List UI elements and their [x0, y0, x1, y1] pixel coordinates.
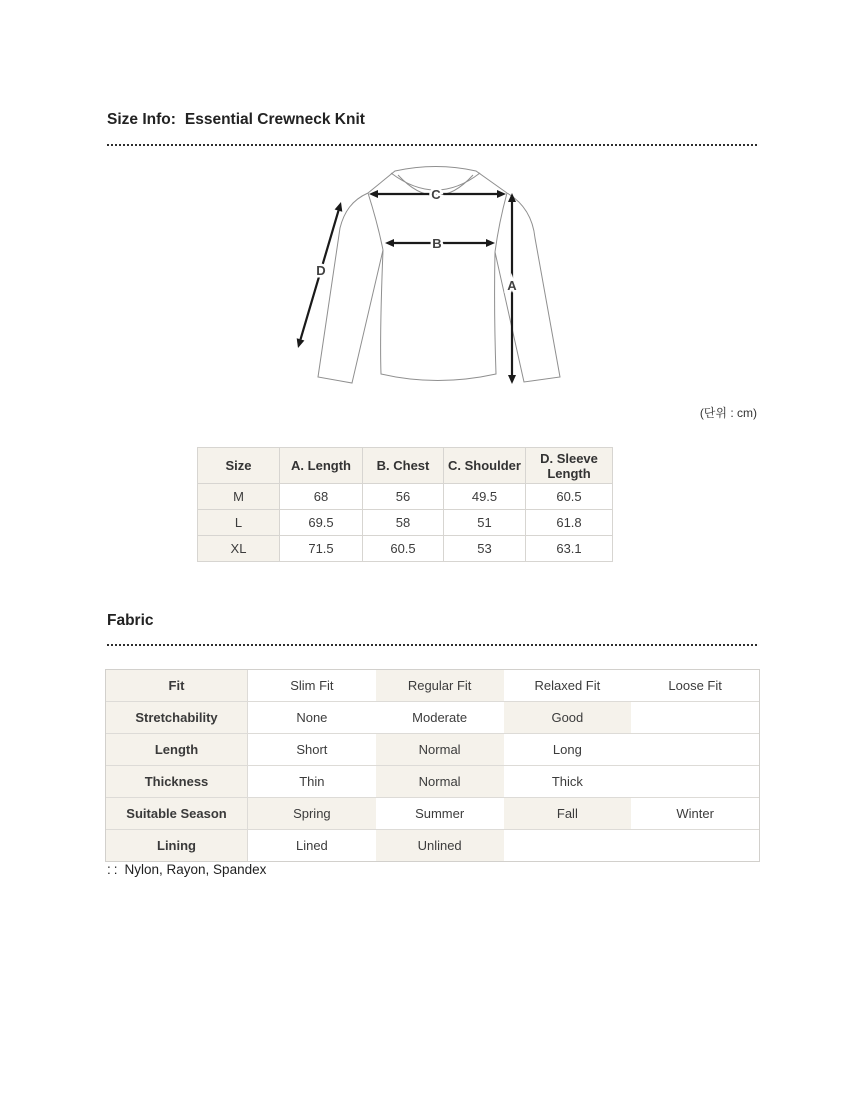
fabric-option: Loose Fit [631, 670, 759, 701]
value-cell: 60.5 [363, 536, 444, 562]
fabric-option: Spring [248, 798, 376, 829]
section-title-size-info [107, 109, 365, 131]
fabric-option [631, 734, 759, 765]
fabric-option: Relaxed Fit [504, 670, 632, 701]
fabric-option [631, 702, 759, 733]
fabric-option: Unlined [376, 830, 504, 861]
size-cell: M [198, 484, 280, 510]
measurement-arrows [297, 190, 516, 384]
garment-measurement-diagram [283, 156, 579, 396]
value-cell: 69.5 [280, 510, 363, 536]
col-header-size: Size [198, 448, 280, 484]
value-cell: 60.5 [526, 484, 613, 510]
fabric-option: Regular Fit [376, 670, 504, 701]
section-title-fabric: Fabric [107, 612, 154, 629]
fabric-option: None [248, 702, 376, 733]
fabric-row-label: Lining [106, 830, 248, 861]
fabric-option: Winter [631, 798, 759, 829]
composition-prefix: :: [107, 862, 121, 877]
fabric-row-fit [106, 670, 759, 702]
fabric-row-label: Thickness [106, 766, 248, 797]
dotted-divider [107, 644, 757, 646]
dotted-divider [107, 144, 757, 146]
size-row-l [198, 510, 613, 536]
col-header-sleeve-length: D. Sleeve Length [526, 448, 613, 484]
unit-note: (단위 : cm) [699, 406, 757, 420]
fabric-row-suitable-season [106, 798, 759, 830]
fabric-row-label: Fit [106, 670, 248, 701]
label-b-chest: B [432, 236, 442, 251]
fabric-option: Slim Fit [248, 670, 376, 701]
composition-text: Nylon, Rayon, Spandex [124, 862, 267, 877]
size-cell: L [198, 510, 280, 536]
fabric-option: Long [504, 734, 632, 765]
fabric-option: Thin [248, 766, 376, 797]
fabric-row-lining [106, 830, 759, 861]
fabric-option: Short [248, 734, 376, 765]
product-name: Essential Crewneck Knit [184, 111, 365, 128]
size-row-xl [198, 536, 613, 562]
fabric-option [631, 830, 759, 861]
value-cell: 53 [444, 536, 526, 562]
fabric-row-label: Stretchability [106, 702, 248, 733]
fabric-option: Moderate [376, 702, 504, 733]
fabric-row-label: Length [106, 734, 248, 765]
fabric-option: Summer [376, 798, 504, 829]
size-info-label: Size Info: [107, 111, 176, 128]
fabric-option [631, 766, 759, 797]
fabric-row-stretchability [106, 702, 759, 734]
label-c-shoulder: C [431, 187, 441, 202]
value-cell: 71.5 [280, 536, 363, 562]
fabric-option [504, 830, 632, 861]
fabric-option: Good [504, 702, 632, 733]
col-header-shoulder: C. Shoulder [444, 448, 526, 484]
value-cell: 58 [363, 510, 444, 536]
value-cell: 61.8 [526, 510, 613, 536]
value-cell: 56 [363, 484, 444, 510]
value-cell: 68 [280, 484, 363, 510]
fabric-composition [107, 860, 266, 879]
fabric-option: Lined [248, 830, 376, 861]
fabric-row-thickness [106, 766, 759, 798]
label-d-sleeve: D [316, 263, 326, 278]
fabric-option: Normal [376, 734, 504, 765]
col-header-length: A. Length [280, 448, 363, 484]
fabric-option: Normal [376, 766, 504, 797]
fabric-table [105, 669, 760, 862]
fabric-option: Thick [504, 766, 632, 797]
col-header-chest: B. Chest [363, 448, 444, 484]
fabric-option: Fall [504, 798, 632, 829]
size-row-m [198, 484, 613, 510]
fabric-row-length [106, 734, 759, 766]
value-cell: 51 [444, 510, 526, 536]
value-cell: 63.1 [526, 536, 613, 562]
size-table [197, 447, 613, 562]
value-cell: 49.5 [444, 484, 526, 510]
fabric-row-label: Suitable Season [106, 798, 248, 829]
label-a-length: A [507, 278, 517, 293]
size-table-header-row [198, 448, 613, 484]
size-cell: XL [198, 536, 280, 562]
